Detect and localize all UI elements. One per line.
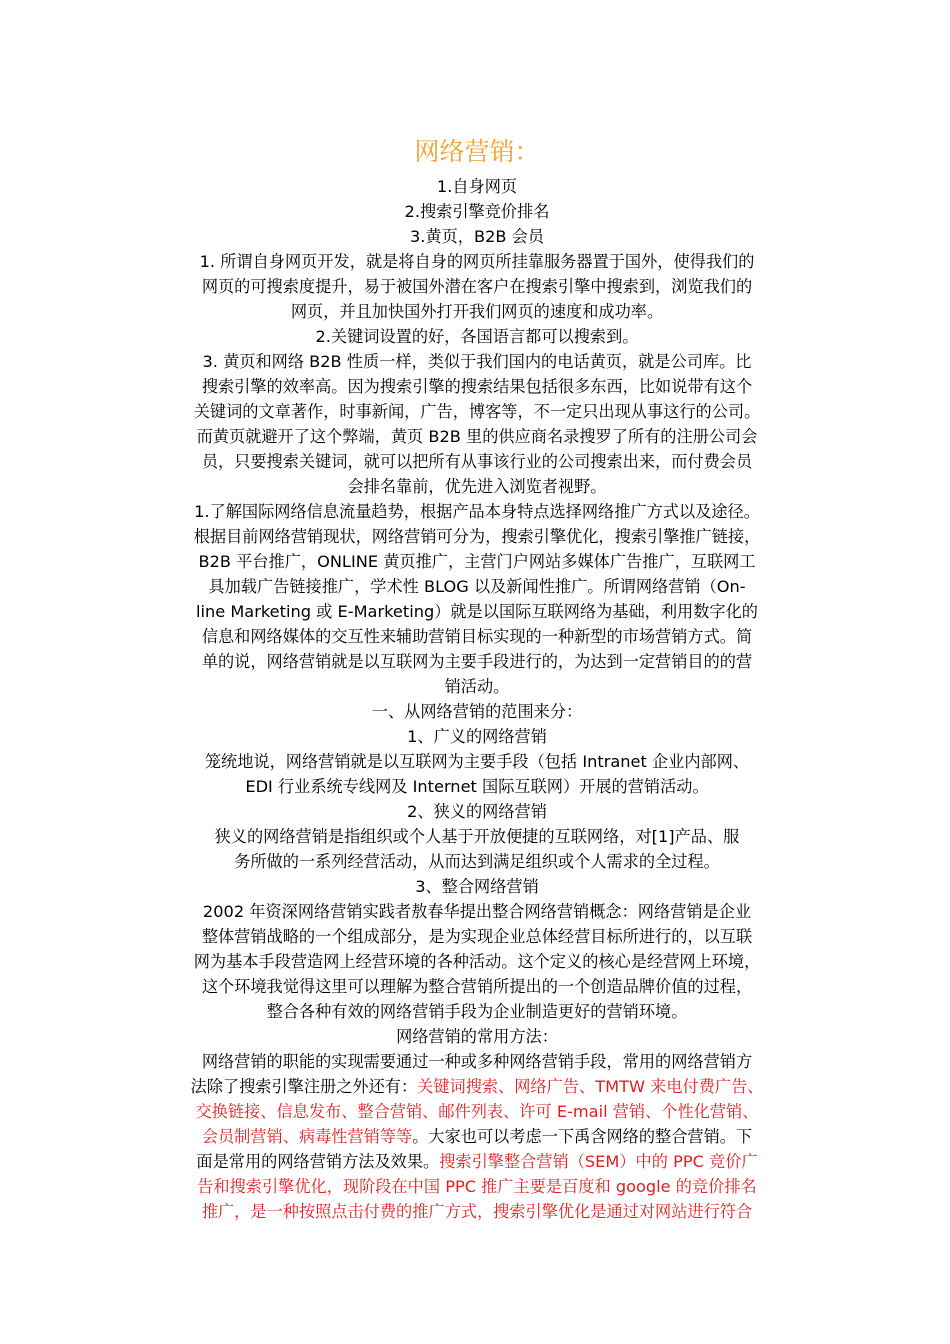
text-line: 这个环境我觉得这里可以理解为整合营销所提出的一个创造品牌价值的过程，	[201, 977, 753, 996]
text-line: 2.搜索引擎竞价排名	[404, 202, 550, 221]
text-line: 网页，并且加快国外打开我们网页的速度和成功率。	[290, 302, 664, 321]
text-line: 1.了解国际网络信息流量趋势，根据产品本身特点选择网络推广方式以及途径。	[194, 502, 760, 521]
document-title: 网络营销：	[414, 137, 540, 166]
text-line: 网络营销的职能的实现需要通过一种或多种网络营销手段，常用的网络营销方	[201, 1052, 753, 1071]
text-line: 1. 所谓自身网页开发，就是将自身的网页所挂靠服务器置于国外，使得我们的	[199, 252, 755, 271]
highlight-line: 推广，是一种按照点击付费的推广方式，搜索引擎优化是通过对网站进行符合	[201, 1202, 753, 1221]
text-line: 关键词的文章著作，时事新闻，广告，博客等，不一定只出现从事这行的公司。	[193, 402, 761, 421]
text-line: 网页的可搜索度提升，易于被国外潜在客户在搜索引擎中搜索到，浏览我们的	[201, 277, 753, 296]
mixed-text-line	[140, 1149, 814, 1174]
text-line: 具加载广告链接推广，学术性 BLOG 以及新闻性推广。所谓网络营销（On-	[208, 577, 746, 596]
subsection-heading: 2、狭义的网络营销	[407, 802, 547, 821]
highlight-line: 告和搜索引擎优化，现阶段在中国 PPC 推广主要是百度和 google 的竞价排名	[197, 1177, 757, 1196]
text-line: 整体营销战略的一个组成部分，是为实现企业总体经营目标所进行的，以互联	[201, 927, 753, 946]
document-page	[140, 132, 814, 1224]
text-line: line Marketing 或 E-Marketing）就是以国际互联网络为基础，利用数字化的	[195, 602, 758, 621]
text-line: 务所做的一系列经营活动，从而达到满足组织或个人需求的全过程。	[234, 852, 720, 871]
text-line: 根据目前网络营销现状，网络营销可分为，搜索引擎优化，搜索引擎推广链接，	[193, 527, 761, 546]
text-line: 3. 黄页和网络 B2B 性质一样，类似于我们国内的电话黄页，就是公司库。比	[202, 352, 752, 371]
highlight-segment: 会员制营销、病毒性营销等等	[201, 1127, 413, 1146]
text-segment: 面是常用的网络营销方法及效果。	[196, 1152, 440, 1171]
highlight-segment: 关键词搜索、网络广告、TMTW 来电付费广告、	[417, 1077, 764, 1096]
text-line: 网为基本手段营造网上经营环境的各种活动。这个定义的核心是经营网上环境，	[193, 952, 761, 971]
text-line: 整合各种有效的网络营销手段为企业制造更好的营销环境。	[266, 1002, 688, 1021]
text-line: 搜索引擎的效率高。因为搜索引擎的搜索结果包括很多东西，比如说带有这个	[201, 377, 753, 396]
mixed-text-line	[140, 1074, 814, 1099]
text-line: 笼统地说，网络营销就是以互联网为主要手段（包括 Intranet 企业内部网、	[204, 752, 750, 771]
text-line: 1.自身网页	[436, 177, 518, 196]
text-line: B2B 平台推广，ONLINE 黄页推广，主营门户网站多媒体广告推广，互联网工	[198, 552, 756, 571]
section-heading: 网络营销的常用方法：	[396, 1027, 558, 1046]
text-segment: 。大家也可以考虑一下禹含网络的整合营销。下	[412, 1127, 753, 1146]
subsection-heading: 1、广义的网络营销	[407, 727, 547, 746]
section-heading: 一、从网络营销的范围来分：	[371, 702, 583, 721]
text-line: 3.黄页，B2B 会员	[409, 227, 545, 246]
text-line: 单的说，网络营销就是以互联网为主要手段进行的，为达到一定营销目的的营	[201, 652, 753, 671]
highlight-line: 交换链接、信息发布、整合营销、邮件列表、许可 E-mail 营销、个性化营销、	[195, 1102, 759, 1121]
highlight-segment: 搜索引擎整合营销（SEM）中的 PPC 竞价广	[439, 1152, 758, 1171]
text-line: 销活动。	[444, 677, 510, 696]
mixed-text-line	[140, 1124, 814, 1149]
text-line: 狭义的网络营销是指组织或个人基于开放便捷的互联网络，对[1]产品、服	[214, 827, 740, 846]
subsection-heading: 3、整合网络营销	[415, 877, 539, 896]
text-line: 信息和网络媒体的交互性来辅助营销目标实现的一种新型的市场营销方式。简	[201, 627, 753, 646]
text-segment: 法除了搜索引擎注册之外还有：	[190, 1077, 418, 1096]
text-line: EDI 行业系统专线网及 Internet 国际互联网）开展的营销活动。	[245, 777, 709, 796]
text-line: 会排名靠前，优先进入浏览者视野。	[347, 477, 607, 496]
text-line: 而黄页就避开了这个弊端，黄页 B2B 里的供应商名录搜罗了所有的注册公司会	[196, 427, 758, 446]
text-line: 2002 年资深网络营销实践者敖春华提出整合网络营销概念：网络营销是企业	[202, 902, 752, 921]
text-line: 员，只要搜索关键词，就可以把所有从事该行业的公司搜索出来，而付费会员	[201, 452, 753, 471]
text-line: 2.关键词设置的好，各国语言都可以搜索到。	[315, 327, 639, 346]
